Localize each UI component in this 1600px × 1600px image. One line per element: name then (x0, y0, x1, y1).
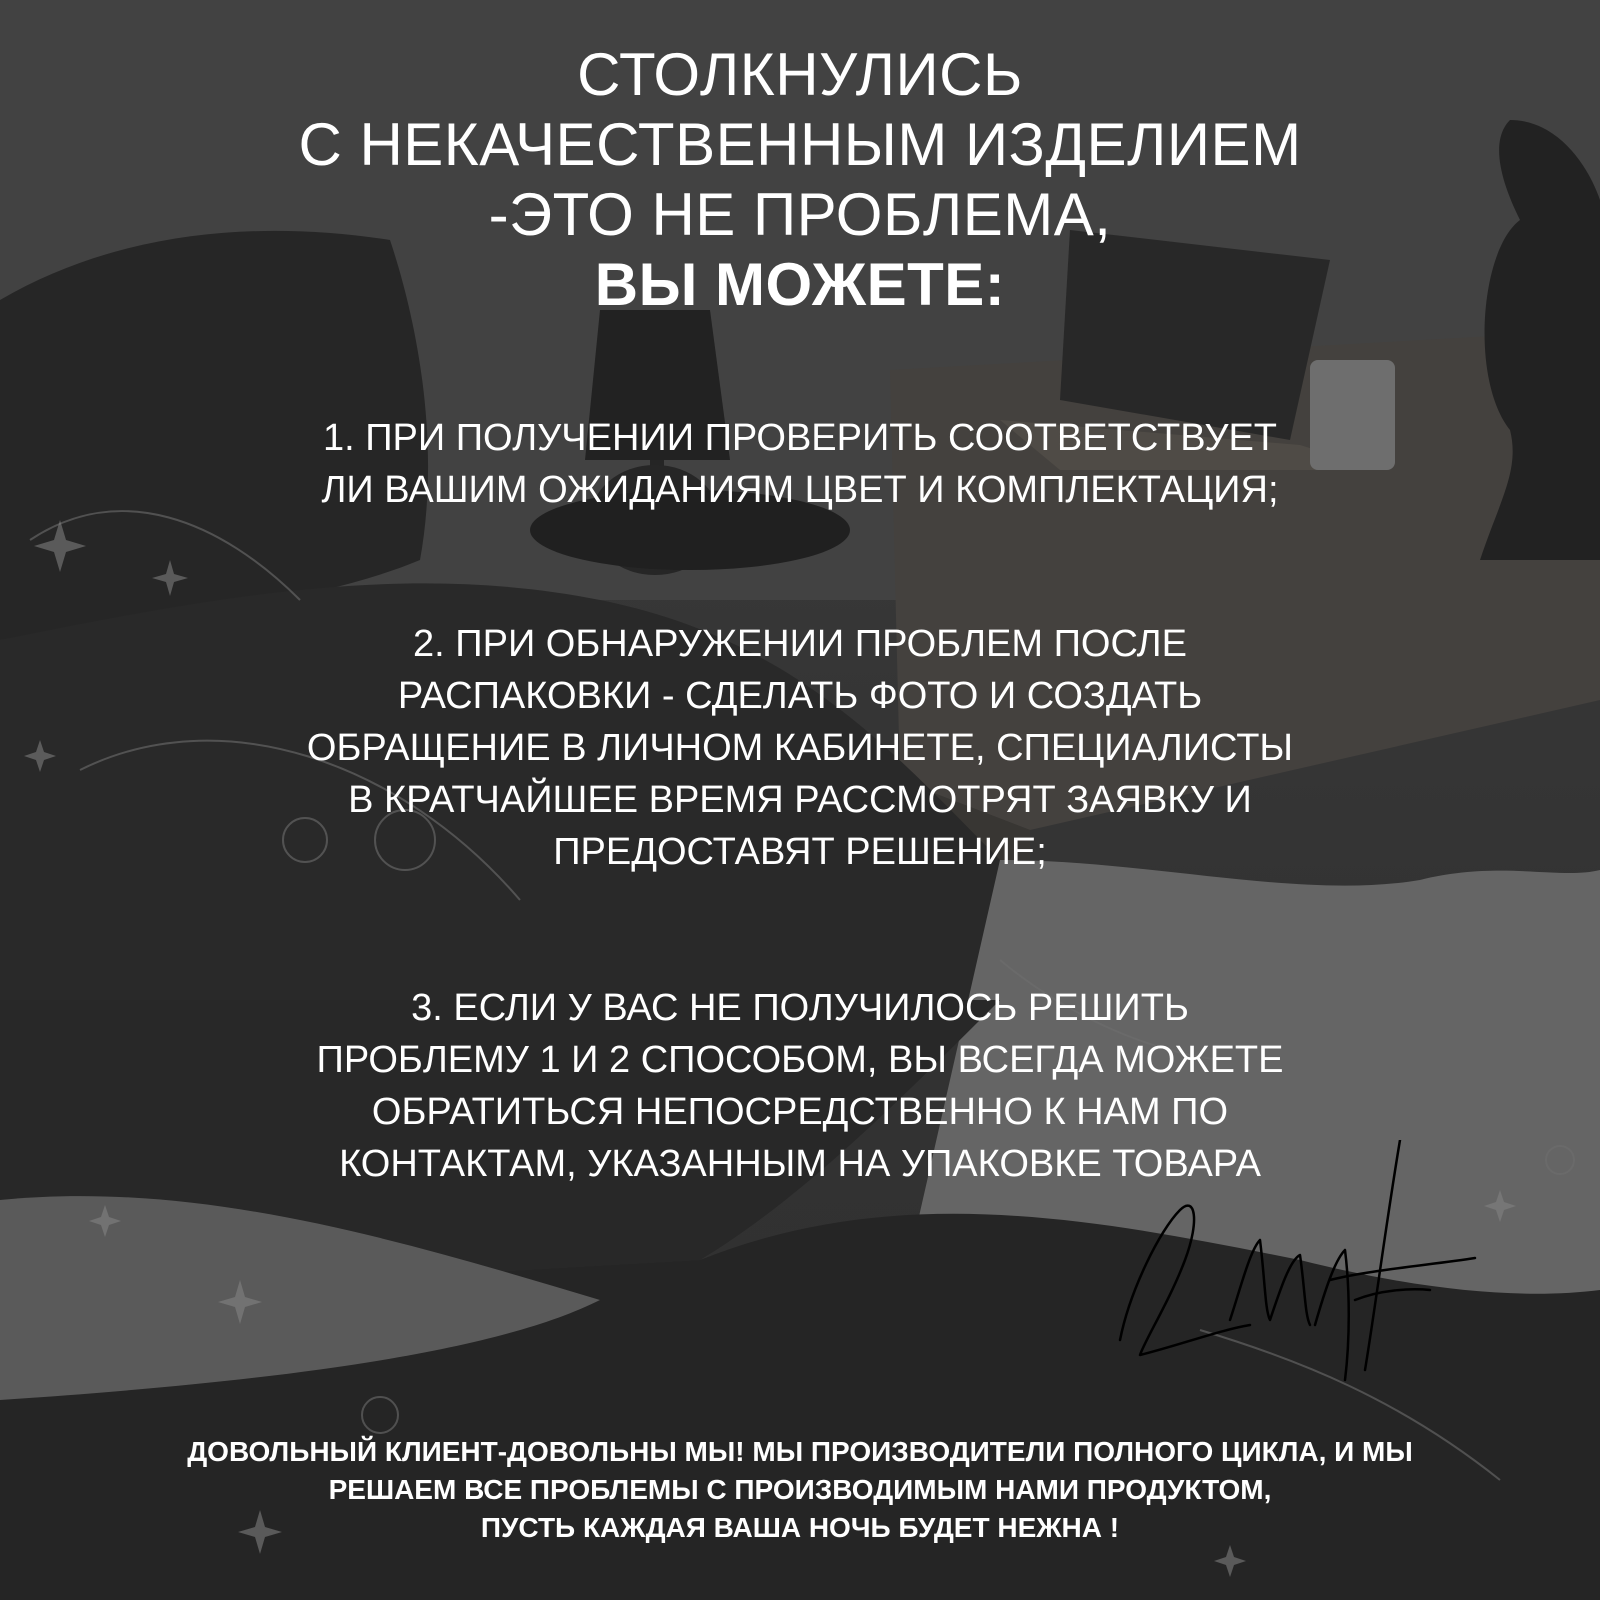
headline-line-2: С НЕКАЧЕСТВЕННЫМ ИЗДЕЛИЕМ (298, 111, 1302, 178)
handwritten-signature (1100, 1140, 1480, 1400)
step-1-text: 1. ПРИ ПОЛУЧЕНИИ ПРОВЕРИТЬ СООТВЕТСТВУЕТ ЛИ ВАШИМ ОЖИДАНИЯМ ЦВЕТ И КОМПЛЕКТАЦИЯ; (321, 417, 1279, 511)
headline-line-3: -ЭТО НЕ ПРОБЛЕМА, (488, 181, 1112, 248)
footer-text: ДОВОЛЬНЫЙ КЛИЕНТ-ДОВОЛЬНЫ МЫ! МЫ ПРОИЗВОДИТЕЛИ ПОЛНОГО ЦИКЛА, И МЫ РЕШАЕМ ВСЕ ПРОБЛЕМЫ С ПРОИЗВОДИМЫМ НАМИ ПРОДУКТОМ, ПУСТЬ КАЖДАЯ ВАША НОЧЬ БУДЕТ НЕЖНА ! (187, 1436, 1413, 1543)
headline-line-4: ВЫ МОЖЕТЕ: (594, 251, 1006, 318)
headline (0, 40, 1600, 320)
step-3-text: 3. ЕСЛИ У ВАС НЕ ПОЛУЧИЛОСЬ РЕШИТЬ ПРОБЛЕМУ 1 И 2 СПОСОБОМ, ВЫ ВСЕГДА МОЖЕТЕ ОБРАТИТЬСЯ НЕПОСРЕДСТВЕННО К НАМ ПО КОНТАКТАМ, УКАЗАННЫМ НА УПАКОВКЕ ТОВАРА (316, 987, 1284, 1185)
headline-line-1: СТОЛКНУЛИСЬ (577, 41, 1023, 108)
step-2-text: 2. ПРИ ОБНАРУЖЕНИИ ПРОБЛЕМ ПОСЛЕ РАСПАКОВКИ - СДЕЛАТЬ ФОТО И СОЗДАТЬ ОБРАЩЕНИЕ В ЛИЧНОМ КАБИНЕТЕ, СПЕЦИАЛИСТЫ В КРАТЧАЙШЕЕ ВРЕМЯ РАССМОТРЯТ ЗАЯВКУ И ПРЕДОСТАВЯТ РЕШЕНИЕ; (306, 623, 1294, 873)
